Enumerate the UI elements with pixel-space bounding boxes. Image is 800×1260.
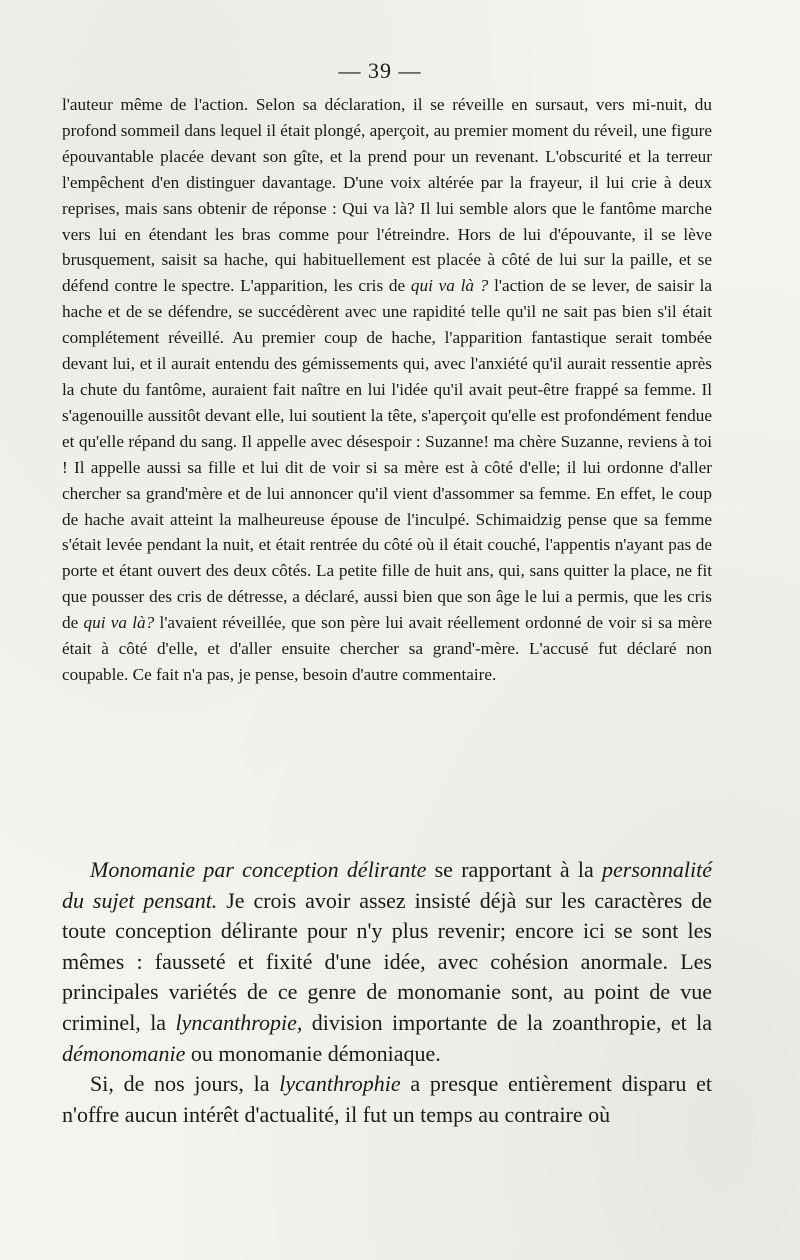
text-segment: Si, de nos jours, la xyxy=(90,1071,280,1097)
text-segment: a presque entièrement disparu et n'offre aucun intérêt d'actualité, il fut un temps au contraire où xyxy=(62,1071,712,1127)
lycanthropy-paragraph xyxy=(62,1069,712,1130)
text-segment: division importante de la zoanthropie, et la xyxy=(302,1009,712,1035)
italic-term: lyncanthropie, xyxy=(175,1009,303,1035)
italic-quote: qui va là ? xyxy=(410,276,489,296)
page-number: — 39 — xyxy=(338,58,422,83)
italic-quote: qui va là? xyxy=(83,613,155,633)
text-segment: Je crois avoir assez insisté déjà sur les caractères de toute conception délirante pour n'y plus revenir; encore ici se sont les mêmes : fausseté et fixité d'une idée, avec cohésion anormale. Les principales variétés de ce genre de monomanie sont, au point de vue criminel, la xyxy=(62,887,712,1035)
main-text-block xyxy=(62,855,712,1130)
section-heading-italic: Monomanie par conception délirante xyxy=(90,857,427,882)
case-narrative-paragraph xyxy=(62,92,712,688)
italic-term: personnalité du sujet pensant. xyxy=(62,857,712,913)
text-segment: l'avaient réveillée, que son père lui avait réellement ordonné de voir si sa mère était à côté d'elle, et d'aller ensuite chercher sa grand'-mère. L'accusé fut déclaré non coupable. Ce fait n'a pas, je pense, besoin d'autre commentaire. xyxy=(62,613,712,684)
text-segment: se rapportant à la xyxy=(426,857,602,882)
italic-term: lycanthrophie xyxy=(279,1071,401,1097)
case-narrative-block xyxy=(62,92,712,688)
text-segment: l'auteur même de l'action. Selon sa déclaration, il se réveille en sursaut, vers mi-nuit, du profond sommeil dans lequel il était plongé, aperçoit, au premier moment du réveil, une figure épouvantable placée devant son gîte, et la prend pour un revenant. L'obscurité et la terreur l'empêchent d'en distinguer davantage. D'une voix altérée par la frayeur, il lui crie à deux reprises, mais sans obtenir de réponse : Qui va là? Il lui semble alors que le fantôme marche vers lui en étendant les bras comme pour l'étreindre. Hors de lui d'épouvante, il se lève brusquement, saisit sa hache, qui habituellement est placée à côté de lui sur la paille, et se défend contre le spectre. L'apparition, les cris de xyxy=(62,95,712,296)
monomania-paragraph xyxy=(62,855,712,1069)
text-segment: l'action de se lever, de saisir la hache et de se défendre, se succédèrent avec une rapidité telle qu'il ne sait pas bien s'il était complétement réveillé. Au premier coup de hache, l'apparition fantastique serait tombée devant lui, et il aurait entendu des gémissements qui, avec l'anxiété qu'il aurait ressentie après la chute du fantôme, auraient fait naître en lui l'idée qu'il avait peut-être frappé sa femme. Il s'agenouille aussitôt devant elle, lui soutient la tête, s'aperçoit qu'elle est profondément fendue et qu'elle répand du sang. Il appelle avec désespoir : Suzanne! ma chère Suzanne, reviens à toi ! Il appelle aussi sa fille et lui dit de voir si sa mère est à côté d'elle; il lui ordonne d'aller chercher sa grand'mère et de lui annoncer qu'il vient d'assommer sa femme. En effet, le coup de hache avait atteint la malheureuse épouse de l'inculpé. Schimaidzig pense que sa femme s'était levée pendant la nuit, et était rentrée du côté où il était couché, l'appentis n'ayant pas de porte et étant ouvert des deux côtés. La petite fille de huit ans, qui, sans quitter la place, ne fit que pousser des cris de détresse, a déclaré, aussi bien que son âge le lui a permis, que les cris de xyxy=(62,276,712,633)
italic-term: démonomanie xyxy=(62,1040,186,1066)
text-segment: ou monomanie démoniaque. xyxy=(185,1040,441,1066)
